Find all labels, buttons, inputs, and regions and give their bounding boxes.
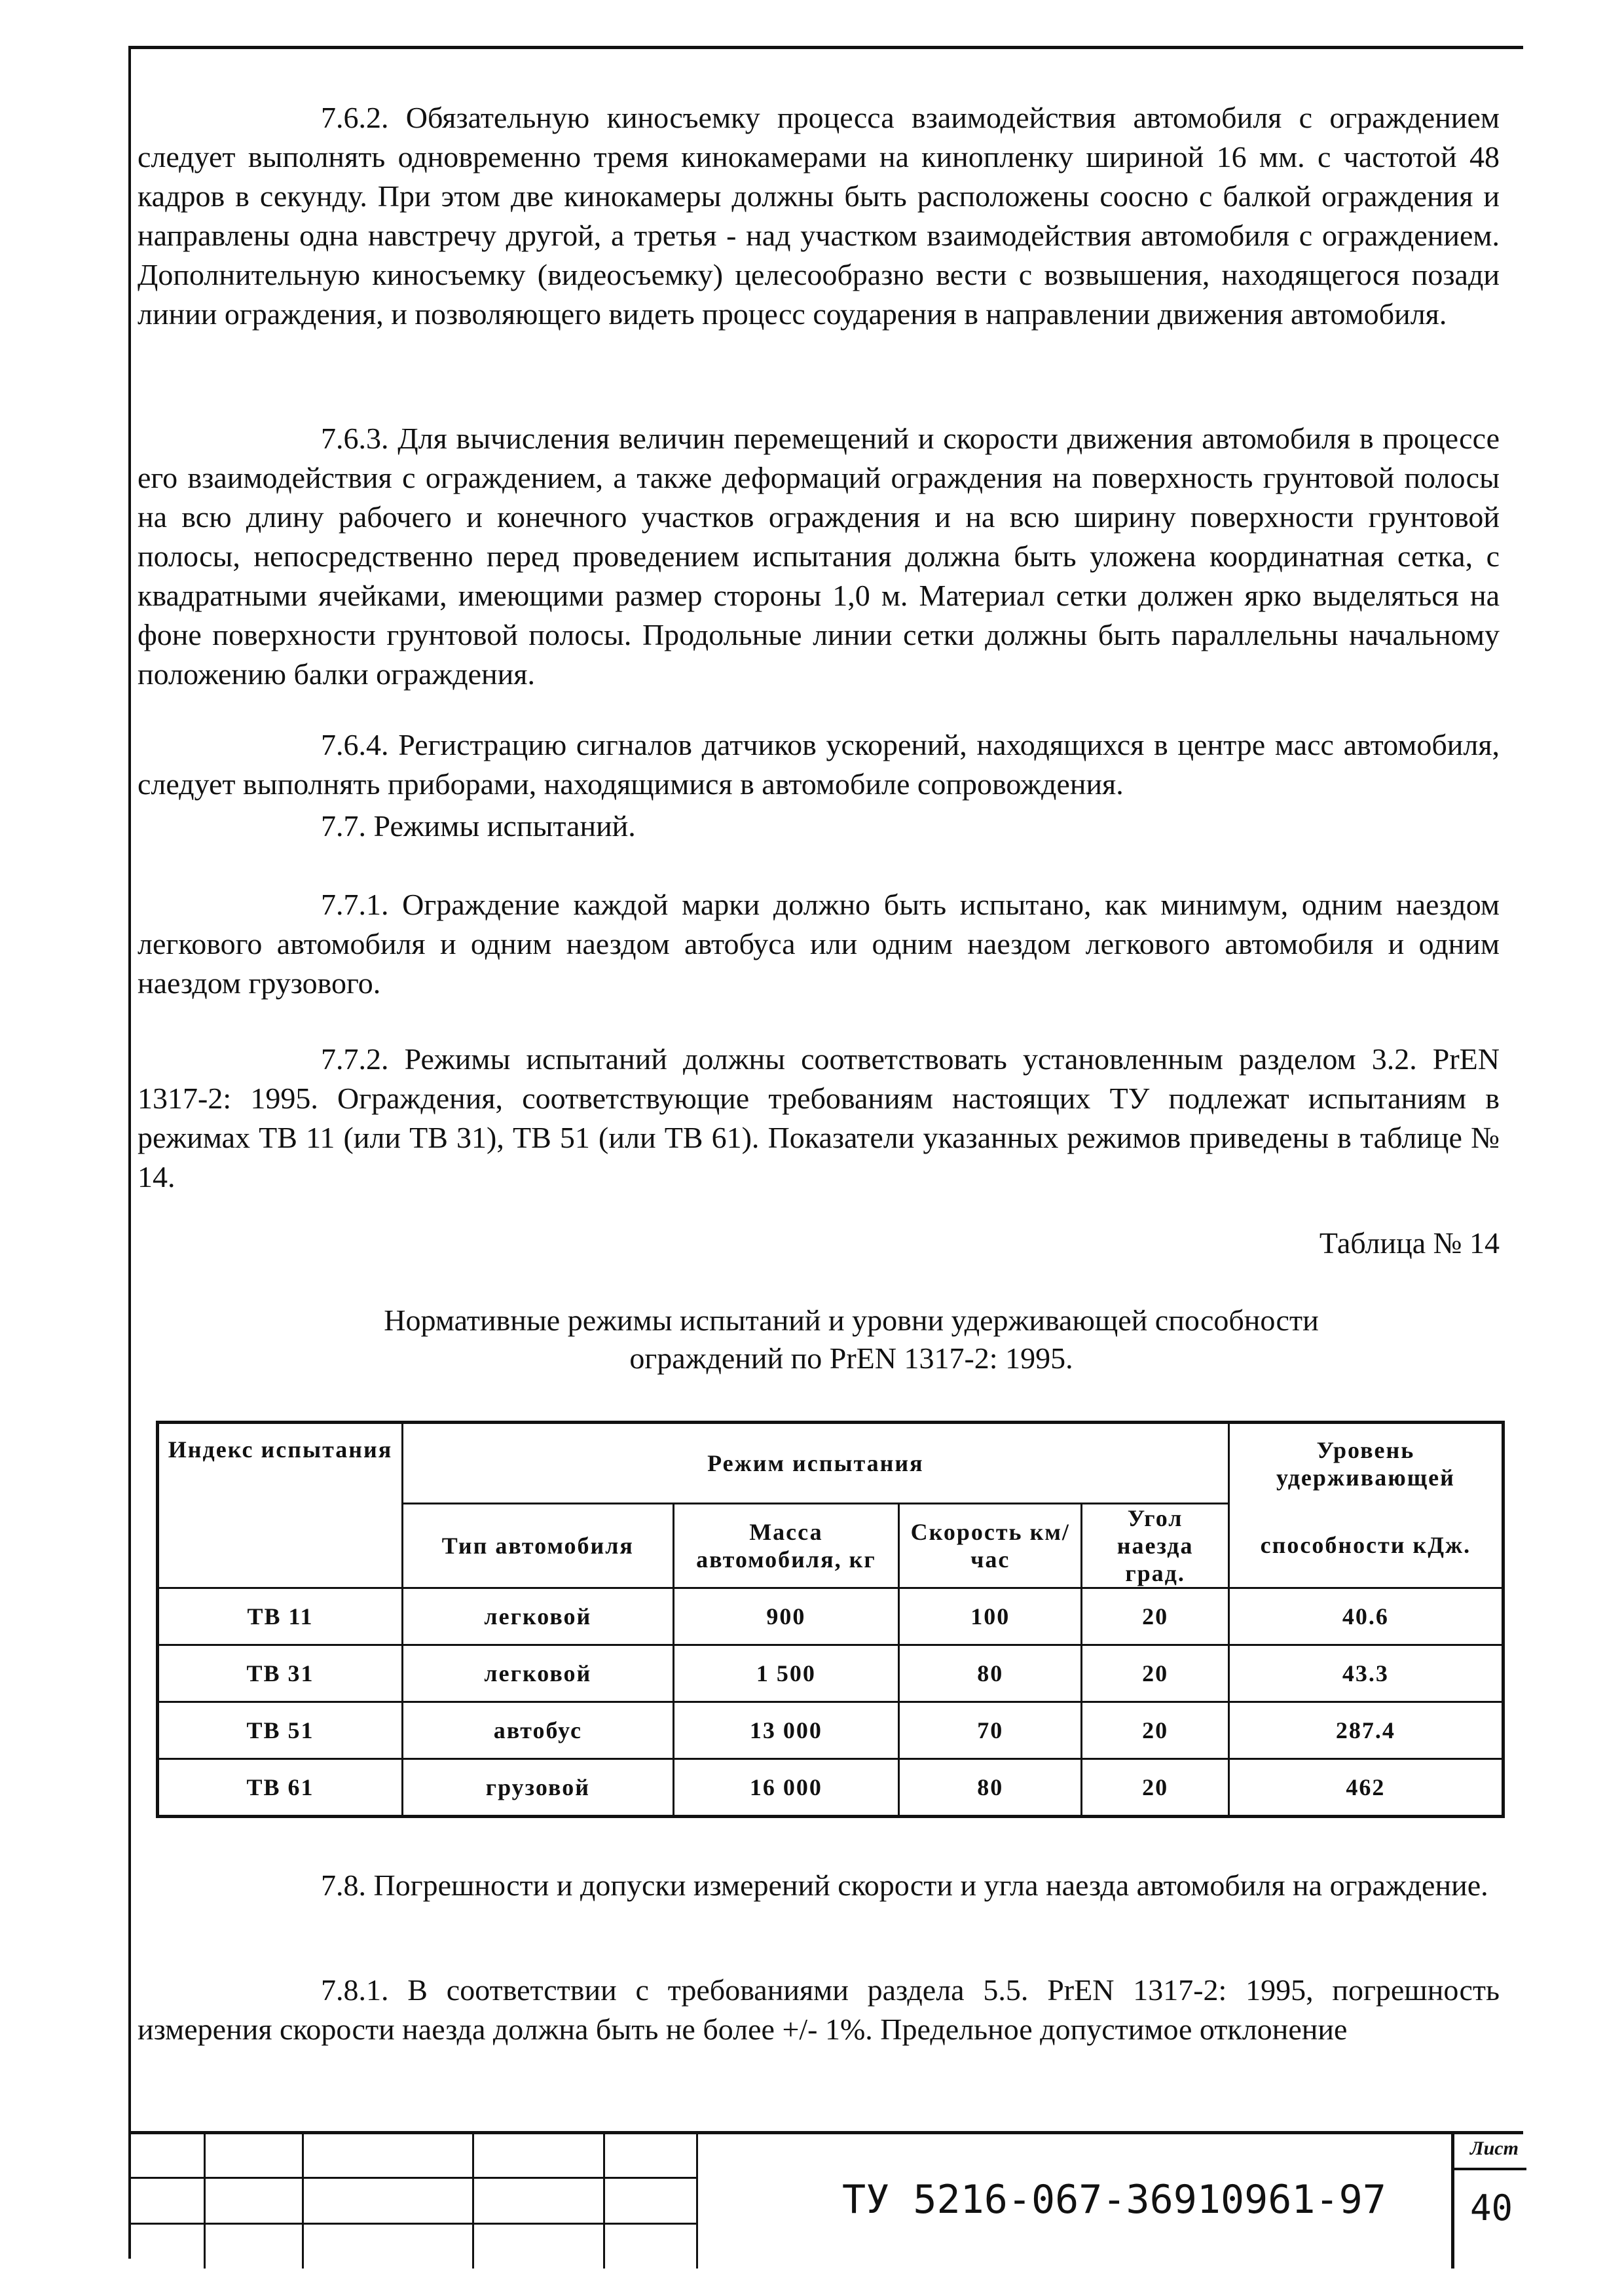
paragraph-7-7-2: 7.7.2. Режимы испытаний должны соответствовать установленным разделом 3.2. PrEN 1317-2: 1995. Ограждения, соответствующие требованиям настоящих ТУ подлежат испытаниям в режимах ТВ 11 (или ТВ 31), ТВ 51 (или ТВ 61). Показатели указанных режимов приведены в таблице № 14. xyxy=(138,1042,1500,1194)
paragraph-7-6-2: 7.6.2. Обязательную киносъемку процесса взаимодействия автомобиля с ограждением следует выполнять одновременно тремя кинокамерами на кинопленку шириной 16 мм. с частотой 48 кадров в секунду. При этом две кинокамеры должны быть расположены соосно с балкой ограждения и направлены одна навстречу другой, а третья - над участком взаимодействия автомобиля с ограждением. Дополнительную киносъемку (видеосъемку) целесообразно вести с возвышения, находящегося позади линии ограждения, и позволяющего видеть процесс соударения в направлении движения автомобиля. xyxy=(138,101,1500,331)
section-heading-7-8: 7.8. Погрешности и допуски измерений скорости и угла наезда автомобиля на ограждение. xyxy=(321,1868,1488,1902)
table-row xyxy=(158,1759,1504,1817)
test-modes-table xyxy=(156,1421,1505,1818)
stamp-grid-line xyxy=(128,2177,698,2179)
cell-angle: 20 xyxy=(1082,1645,1228,1702)
sheet-number: 40 xyxy=(1470,2187,1513,2229)
header-vehicle-mass: Масса автомобиля, кг xyxy=(673,1504,898,1588)
cell-level: 40.6 xyxy=(1228,1588,1503,1645)
cell-type: автобус xyxy=(402,1702,673,1759)
cell-speed: 80 xyxy=(899,1645,1082,1702)
table-title-line-1: Нормативные режимы испытаний и уровни удерживающей способности xyxy=(384,1303,1319,1337)
cell-speed: 100 xyxy=(899,1588,1082,1645)
page-frame-left xyxy=(128,46,131,2259)
cell-speed: 80 xyxy=(899,1759,1082,1817)
header-level-bottom: способности кДж. xyxy=(1228,1504,1503,1588)
table-title xyxy=(275,1302,1428,1377)
stamp-revision-grid xyxy=(128,2131,698,2269)
cell-index: ТВ 11 xyxy=(158,1588,403,1645)
stamp-grid-line xyxy=(128,2223,698,2225)
cell-speed: 70 xyxy=(899,1702,1082,1759)
stamp-grid-line xyxy=(302,2131,304,2269)
table-title-line-2: ограждений по PrEN 1317-2: 1995. xyxy=(629,1341,1073,1375)
stamp-grid-line xyxy=(696,2131,698,2269)
cell-angle: 20 xyxy=(1082,1759,1228,1817)
table-row xyxy=(158,1645,1504,1702)
cell-index: ТВ 51 xyxy=(158,1702,403,1759)
header-index: Индекс испытания xyxy=(158,1423,403,1588)
cell-angle: 20 xyxy=(1082,1702,1228,1759)
stamp-grid-line xyxy=(472,2131,474,2269)
header-vehicle-type: Тип автомобиля xyxy=(402,1504,673,1588)
paragraph-7-8-1: 7.8.1. В соответствии с требованиями раздела 5.5. PrEN 1317-2: 1995, погрешность измерения скорости наезда должна быть не более +/- 1%. Предельное допустимое отклонение xyxy=(138,1973,1500,2046)
table-caption: Таблица № 14 xyxy=(1319,1226,1500,1260)
page-frame-top xyxy=(128,46,1523,49)
stamp-grid-line xyxy=(204,2131,206,2269)
title-block-stamp xyxy=(128,2131,1523,2269)
header-level-top: Уровень удерживающей xyxy=(1228,1423,1503,1504)
cell-index: ТВ 61 xyxy=(158,1759,403,1817)
table-row xyxy=(158,1702,1504,1759)
sheet-label: Лист xyxy=(1470,2138,1519,2159)
cell-mass: 1 500 xyxy=(673,1645,898,1702)
document-code: ТУ 5216-067-36910961-97 xyxy=(842,2177,1386,2223)
cell-level: 462 xyxy=(1228,1759,1503,1817)
stamp-grid-line xyxy=(603,2131,605,2269)
sheet-number-box xyxy=(1451,2131,1526,2269)
cell-type: грузовой xyxy=(402,1759,673,1817)
cell-index: ТВ 31 xyxy=(158,1645,403,1702)
cell-level: 287.4 xyxy=(1228,1702,1503,1759)
cell-mass: 16 000 xyxy=(673,1759,898,1817)
paragraph-7-7-1: 7.7.1. Ограждение каждой марки должно быть испытано, как минимум, одним наездом легкового автомобиля и одним наездом автобуса или одним наездом легкового автомобиля и одним наездом грузового. xyxy=(138,888,1500,1000)
section-heading-7-7: 7.7. Режимы испытаний. xyxy=(321,809,636,843)
header-impact-angle: Угол наезда град. xyxy=(1082,1504,1228,1588)
header-speed: Скорость км/час xyxy=(899,1504,1082,1588)
paragraph-7-6-4: 7.6.4. Регистрацию сигналов датчиков ускорений, находящихся в центре масс автомобиля, следует выполнять приборами, находящимися в автомобиле сопровождения. xyxy=(138,728,1500,801)
cell-type: легковой xyxy=(402,1645,673,1702)
cell-level: 43.3 xyxy=(1228,1645,1503,1702)
sheet-divider xyxy=(1454,2168,1526,2170)
header-mode: Режим испытания xyxy=(402,1423,1228,1504)
cell-mass: 13 000 xyxy=(673,1702,898,1759)
cell-mass: 900 xyxy=(673,1588,898,1645)
table-row xyxy=(158,1588,1504,1645)
cell-angle: 20 xyxy=(1082,1588,1228,1645)
cell-type: легковой xyxy=(402,1588,673,1645)
paragraph-7-6-3: 7.6.3. Для вычисления величин перемещений и скорости движения автомобиля в процессе его взаимодействия с ограждением, а также деформаций ограждения на поверхность грунтовой полосы на всю длину рабочего и конечного участков ограждения и на всю ширину поверхности грунтовой полосы, непосредственно перед проведением испытания должна быть уложена координатная сетка, с квадратными ячейками, имеющими размер стороны 1,0 м. Материал сетки должен ярко выделяться на фоне поверхности грунтовой полосы. Продольные линии сетки должны быть параллельны начальному положению балки ограждения. xyxy=(138,422,1500,691)
